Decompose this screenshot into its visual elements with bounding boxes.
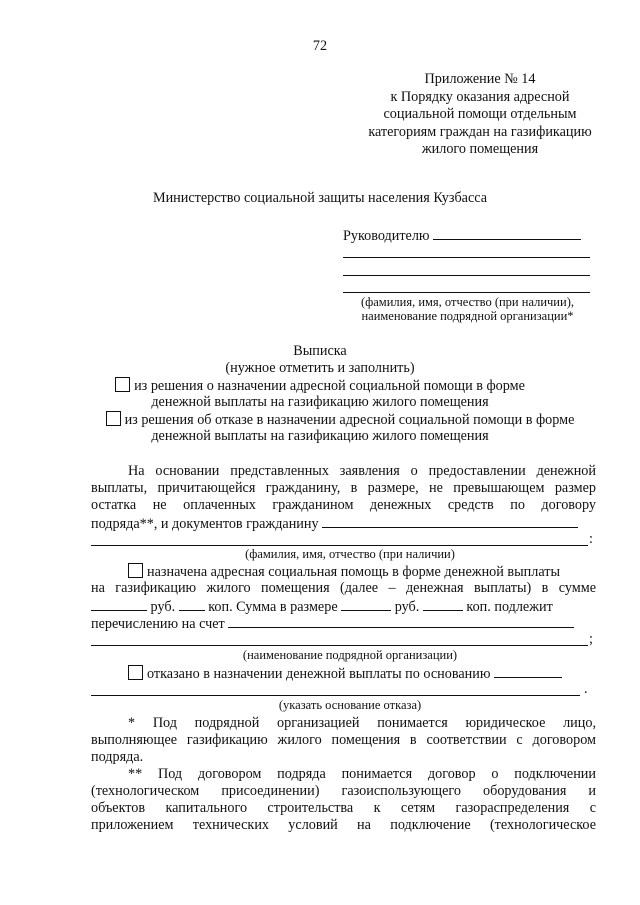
footnote-line: приложением технических условий на подключение (технологическое <box>91 817 596 833</box>
recipient-label: Руководителю <box>343 228 430 244</box>
body-line: остатка не оплаченных гражданином денежных средств по договору <box>91 497 596 513</box>
recipient-name-field[interactable] <box>433 226 581 240</box>
body-text: руб. <box>394 599 420 615</box>
citizen-name-line-2[interactable] <box>91 545 588 546</box>
granted-checkbox[interactable] <box>128 563 143 578</box>
footnote-line: ** Под договором подряда понимается договор о подключении <box>128 766 596 782</box>
appendix-line: к Порядку оказания адресной <box>390 88 570 105</box>
caption-line: (фамилия, имя, отчество (при наличии), <box>361 295 574 309</box>
assign-checkbox[interactable] <box>115 377 130 392</box>
granted-row <box>128 563 560 581</box>
footnote-line: (технологическом присоединении) газоиспользующего оборудования и <box>91 783 596 799</box>
sum-kop-field[interactable] <box>423 597 463 611</box>
option-assign-line2: денежной выплаты на газификацию жилого помещения <box>151 394 489 410</box>
refused-row <box>128 664 562 683</box>
colon: : <box>589 531 593 547</box>
org-caption: (наименование подрядной организации) <box>242 648 458 662</box>
body-line: на газификацию жилого помещения (далее – денежная выплаты) в сумме <box>91 580 596 596</box>
body-line: На основании представленных заявления о предоставлении денежной <box>128 463 596 479</box>
body-text: руб. <box>150 599 176 615</box>
body-text: отказано в назначении денежной выплаты по основанию <box>147 666 491 682</box>
footnote-line: * Под подрядной организацией понимается юридическое лицо, <box>128 715 596 731</box>
body-line-with-field <box>91 514 578 533</box>
body-line: выплаты, причитающейся гражданину, в размере, не превышающем размер <box>91 480 596 496</box>
citizen-name-field[interactable] <box>322 514 578 528</box>
fio-caption: (фамилия, имя, отчество (при наличии) <box>245 547 455 561</box>
option-refuse <box>0 411 640 429</box>
account-field[interactable] <box>228 614 574 628</box>
refusal-reason-field[interactable] <box>494 664 562 678</box>
recipient-caption <box>330 295 605 323</box>
footnote-line: выполняющее газификацию жилого помещения в соответствии с договором <box>91 732 596 748</box>
recipient-line-3[interactable] <box>343 275 590 276</box>
semicolon: ; <box>589 631 593 647</box>
body-text: коп. Сумма в размере <box>208 599 338 615</box>
refusal-reason-line-2[interactable] <box>91 695 580 696</box>
transfer-row <box>91 614 574 633</box>
body-text: назначена адресная социальная помощь в форме денежной выплаты <box>147 564 560 580</box>
ministry-name: Министерство социальной защиты населения Кузбасса <box>152 190 488 206</box>
option-assign <box>0 377 640 395</box>
footnote-line: объектов капитального строительства к сетям газораспределения с <box>91 800 596 816</box>
appendix-line: Приложение № 14 <box>424 71 536 87</box>
appendix-line: социальной помощи отдельным <box>383 106 577 122</box>
refuse-checkbox[interactable] <box>106 411 121 426</box>
period: . <box>584 681 588 697</box>
option-refuse-line2: денежной выплаты на газификацию жилого помещения <box>151 428 489 444</box>
footnote-line: подряда. <box>91 749 144 765</box>
caption-line: наименование подрядной организации* <box>361 309 574 323</box>
body-text: подряда**, и документов гражданину <box>91 516 319 532</box>
appendix-line: категориям граждан на газификацию <box>368 123 592 140</box>
amount-kop-field[interactable] <box>179 597 205 611</box>
recipient-line-4[interactable] <box>343 292 590 293</box>
page-number: 72 <box>312 38 328 54</box>
amount-rub-field[interactable] <box>91 597 147 611</box>
refused-checkbox[interactable] <box>128 665 143 680</box>
account-line-2[interactable] <box>91 645 588 646</box>
reason-caption: (указать основание отказа) <box>278 698 422 712</box>
recipient-line-2[interactable] <box>343 257 590 258</box>
extract-title: Выписка <box>293 343 347 359</box>
recipient-row <box>343 226 581 245</box>
body-text: коп. подлежит <box>466 599 553 615</box>
sum-rub-field[interactable] <box>341 597 391 611</box>
appendix-header <box>330 71 630 159</box>
option-text: из решения об отказе в назначении адресной социальной помощи в форме <box>124 412 575 428</box>
option-text: из решения о назначении адресной социальной помощи в форме <box>134 378 525 394</box>
body-text: перечислению на счет <box>91 616 225 632</box>
extract-subtitle: (нужное отметить и заполнить) <box>225 360 415 376</box>
appendix-line: жилого помещения <box>421 141 539 157</box>
